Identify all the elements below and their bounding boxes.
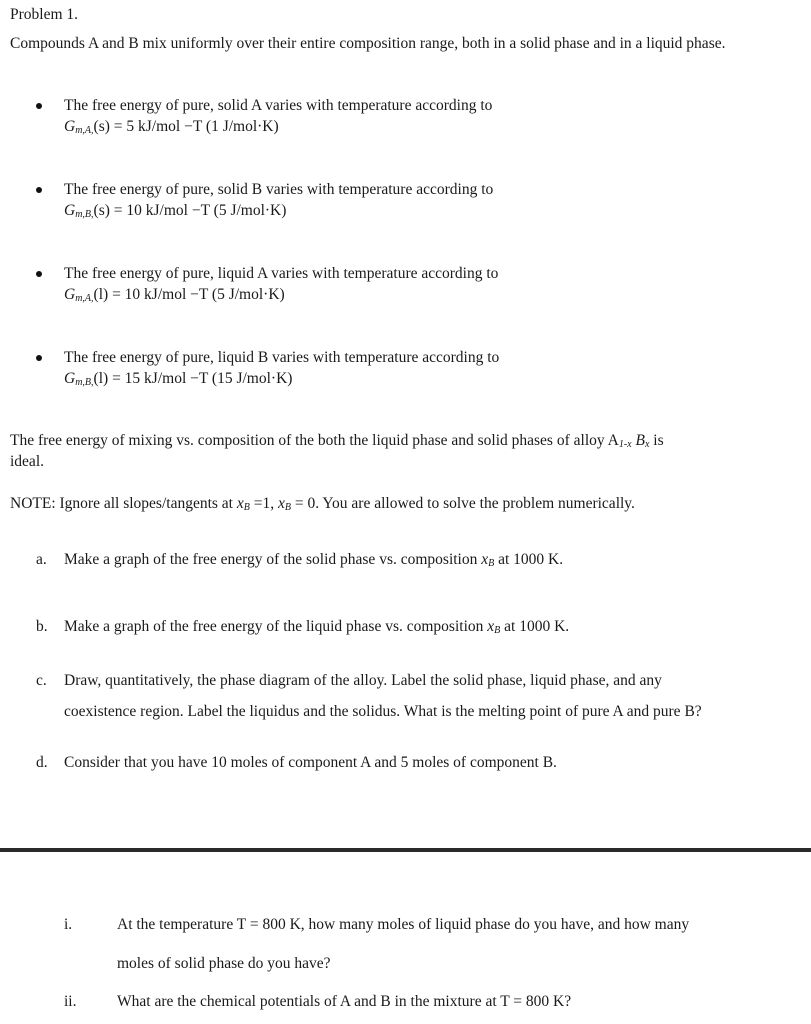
subquestion-label: ii. xyxy=(64,993,77,1010)
intro-paragraph: Compounds A and B mix uniformly over their entire composition range, both in a solid phase and in a liquid phase. xyxy=(10,35,726,52)
bullet-text: The free energy of pure, solid B varies with temperature according to xyxy=(64,181,494,198)
question-var-sub: B xyxy=(494,625,501,636)
question-var: x xyxy=(481,551,489,568)
formula-phase: (s) xyxy=(93,118,110,135)
formula-subscript: m,A, xyxy=(75,293,94,304)
subquestion-label: i. xyxy=(64,916,73,933)
question-text: Make a graph of the free energy of the solid phase vs. composition xyxy=(64,551,482,568)
question-var: x xyxy=(487,618,495,635)
mixing-paragraph-line2: ideal. xyxy=(10,453,44,470)
formula-expression: = 10 kJ/mol −T (5 J/mol·K) xyxy=(108,286,285,303)
note-var-1-sub: B xyxy=(243,502,250,513)
formula-phase: (s) xyxy=(93,202,110,219)
question-b-text xyxy=(64,616,569,637)
question-label: a. xyxy=(36,551,47,568)
mixing-text: The free energy of mixing vs. composition of the both the liquid phase and solid phases of alloy A xyxy=(10,432,619,449)
note-val-1: =1, xyxy=(249,495,278,512)
note-suffix: You are allowed to solve the problem numerically. xyxy=(319,495,635,512)
formula-expression: = 15 kJ/mol −T (15 J/mol·K) xyxy=(108,370,293,387)
question-c-line2: coexistence region. Label the liquidus and the solidus. What is the melting point of pure A and pure B? xyxy=(64,703,702,720)
mixing-subscript-2: x xyxy=(644,439,650,450)
bullet-text: The free energy of pure, liquid B varies with temperature according to xyxy=(64,349,500,366)
formula-subscript: m,A, xyxy=(75,125,94,136)
bullet-formula xyxy=(64,116,279,137)
note-line xyxy=(10,493,635,514)
question-tail: at 1000 K. xyxy=(494,551,564,568)
subquestion-ii-line1: What are the chemical potentials of A and B in the mixture at T = 800 K? xyxy=(117,993,572,1010)
question-c-line1: Draw, quantitatively, the phase diagram of the alloy. Label the solid phase, liquid phase, and any xyxy=(64,672,662,689)
question-text: Make a graph of the free energy of the liquid phase vs. composition xyxy=(64,618,488,635)
formula-subscript: m,B, xyxy=(75,377,94,388)
bullet-icon xyxy=(36,187,42,193)
bullet-text: The free energy of pure, liquid A varies with temperature according to xyxy=(64,265,499,282)
formula-phase: (l) xyxy=(93,370,109,387)
bullet-icon xyxy=(36,103,42,109)
mixing-tail: is xyxy=(649,432,664,449)
note-prefix: NOTE: Ignore all slopes/tangents at xyxy=(10,495,237,512)
mixing-symbol-b: B xyxy=(631,432,645,449)
question-var-sub: B xyxy=(488,558,495,569)
subquestion-i-line1: At the temperature T = 800 K, how many moles of liquid phase do you have, and how many xyxy=(117,916,690,933)
note-var-2-sub: B xyxy=(284,502,291,513)
bullet-icon xyxy=(36,271,42,277)
question-tail: at 1000 K. xyxy=(500,618,570,635)
question-a-text xyxy=(64,549,563,570)
formula-symbol: G xyxy=(64,370,76,387)
formula-expression: = 10 kJ/mol −T (5 J/mol·K) xyxy=(109,202,287,219)
mixing-subscript-1: 1-x xyxy=(618,439,632,450)
mixing-paragraph-line1 xyxy=(10,430,664,451)
formula-symbol: G xyxy=(64,202,76,219)
bullet-icon xyxy=(36,355,42,361)
bullet-formula xyxy=(64,368,292,389)
bullet-text: The free energy of pure, solid A varies with temperature according to xyxy=(64,97,493,114)
bullet-formula xyxy=(64,200,286,221)
question-d-text: Consider that you have 10 moles of component A and 5 moles of component B. xyxy=(64,754,557,771)
formula-expression: = 5 kJ/mol −T (1 J/mol·K) xyxy=(109,118,279,135)
bullet-formula xyxy=(64,284,285,305)
note-var-2: x xyxy=(277,495,285,512)
formula-symbol: G xyxy=(64,118,76,135)
note-var-1: x xyxy=(236,495,244,512)
problem-title: Problem 1. xyxy=(10,6,79,23)
page-divider xyxy=(0,848,811,852)
subquestion-i-line2: moles of solid phase do you have? xyxy=(117,955,331,972)
question-label: b. xyxy=(36,618,48,635)
note-val-2: = 0. xyxy=(290,495,320,512)
question-label: c. xyxy=(36,672,47,689)
formula-subscript: m,B, xyxy=(75,209,94,220)
formula-phase: (l) xyxy=(93,286,109,303)
formula-symbol: G xyxy=(64,286,76,303)
question-label: d. xyxy=(36,754,48,771)
